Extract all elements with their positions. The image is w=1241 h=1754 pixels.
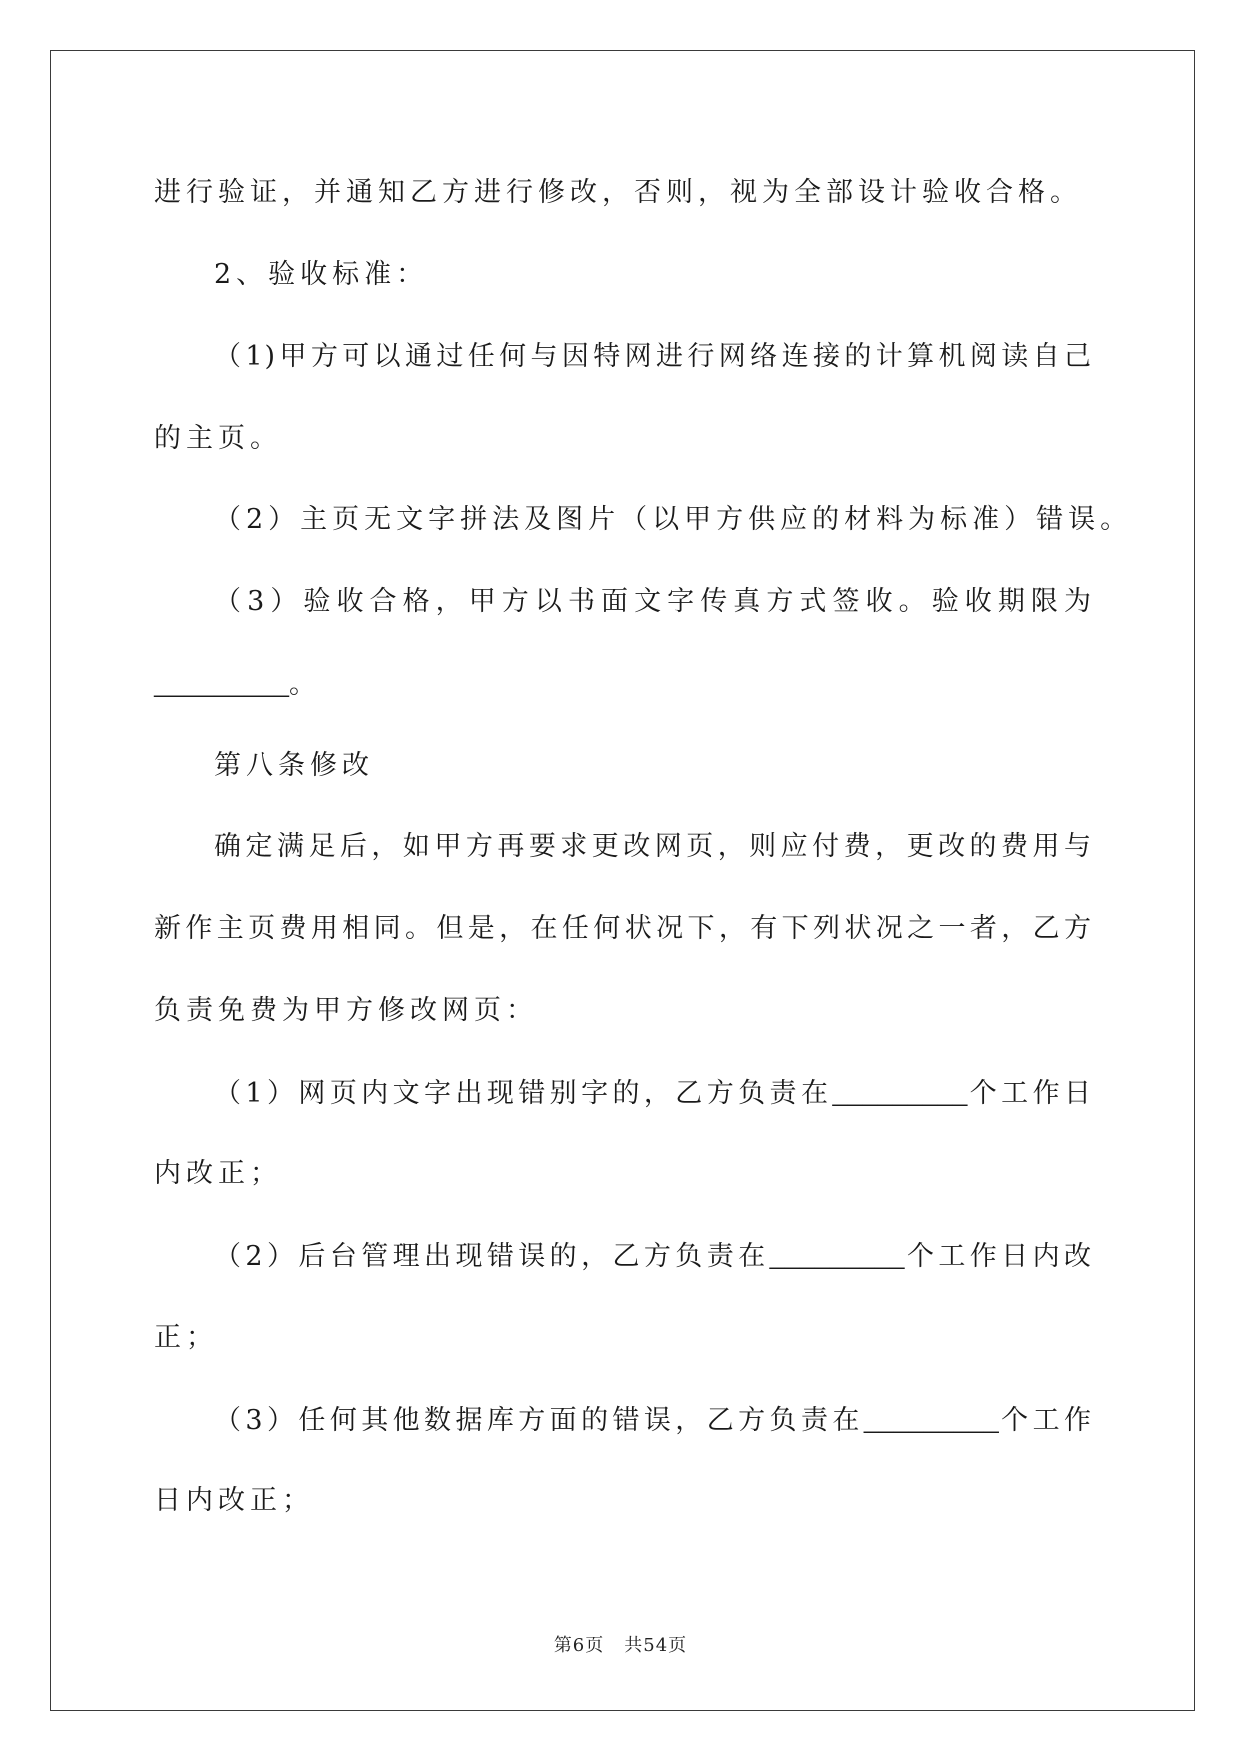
fill-in-blank: _________ bbox=[832, 1075, 968, 1109]
article-heading-line: 第八条修改 bbox=[214, 749, 374, 781]
page-number: 第6页 bbox=[553, 1634, 605, 1656]
paragraph-line: 确定满足后，如甲方再要求更改网页，则应付费，更改的费用与 bbox=[214, 831, 1093, 863]
page-footer bbox=[0, 1632, 1241, 1660]
paragraph-line: 进行验证，并通知乙方进行修改，否则，视为全部设计验收合格。 bbox=[154, 177, 1082, 209]
paragraph-continuation bbox=[154, 152, 1093, 234]
article-heading bbox=[154, 725, 1093, 807]
document-body bbox=[154, 152, 1133, 1542]
list-item-paragraph bbox=[154, 1052, 1093, 1216]
paragraph-line: （2）主页无文字拼法及图片（以甲方供应的材料为标准）错误。 bbox=[214, 504, 1133, 536]
list-item-paragraph bbox=[154, 479, 1133, 561]
list-item-paragraph bbox=[154, 316, 1093, 480]
paragraph-line: 日内改正； bbox=[154, 1485, 314, 1517]
paragraph-line: 正； bbox=[154, 1321, 218, 1353]
paragraph-line: （1）网页内文字出现错别字的，乙方负责在_________个工作日 bbox=[214, 1075, 1093, 1109]
paragraph-line: 新作主页费用相同。但是，在任何状况下，有下列状况之一者，乙方 bbox=[154, 913, 1093, 945]
paragraph-line: （3）验收合格，甲方以书面文字传真方式签收。验收期限为 bbox=[214, 586, 1093, 618]
paragraph-line: （1)甲方可以通过任何与因特网进行网络连接的计算机阅读自己 bbox=[214, 340, 1093, 372]
paragraph-line: 负责免费为甲方修改网页： bbox=[154, 994, 538, 1026]
clause-heading bbox=[154, 234, 1093, 316]
paragraph-line: （3）任何其他数据库方面的错误，乙方负责在_________个工作 bbox=[214, 1402, 1093, 1436]
clause-heading-line: 2、验收标准： bbox=[214, 259, 429, 291]
paragraph-line: 的主页。 bbox=[154, 422, 282, 454]
list-item-paragraph bbox=[154, 1379, 1093, 1543]
list-item-paragraph bbox=[154, 1215, 1093, 1379]
fill-in-blank: _________ bbox=[154, 666, 289, 700]
paragraph-line: _________。 bbox=[154, 666, 321, 700]
body-paragraph bbox=[154, 806, 1093, 1051]
list-item-paragraph bbox=[154, 561, 1093, 725]
page-total: 共54页 bbox=[624, 1634, 688, 1656]
fill-in-blank: _________ bbox=[769, 1239, 905, 1273]
fill-in-blank: _________ bbox=[863, 1402, 999, 1436]
paragraph-line: 内改正； bbox=[154, 1158, 282, 1190]
paragraph-line: （2）后台管理出现错误的，乙方负责在_________个工作日内改 bbox=[214, 1239, 1093, 1273]
